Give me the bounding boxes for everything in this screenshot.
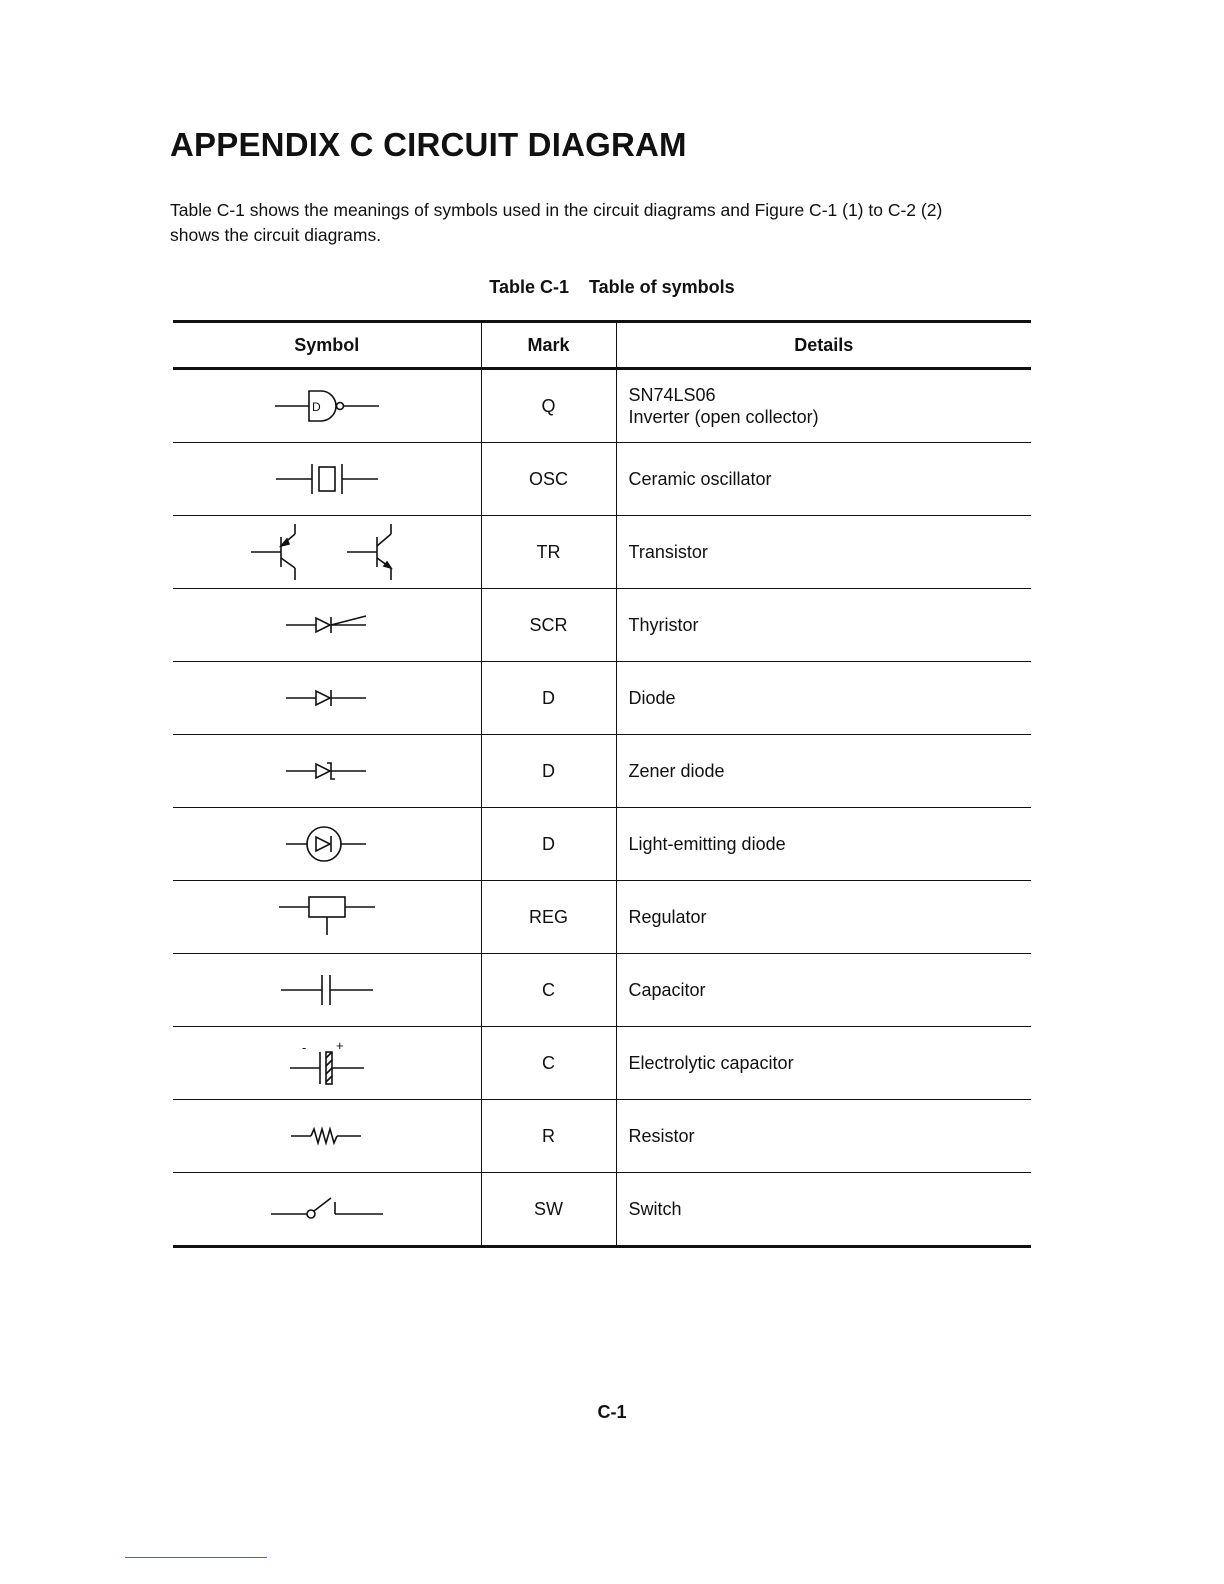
symbols-table [173, 320, 1031, 1248]
table-row [173, 808, 1031, 881]
details-cell [616, 735, 1031, 808]
inverter-gate-icon [267, 384, 387, 428]
details-cell [616, 516, 1031, 589]
footer-rule [125, 1557, 267, 1558]
table-row [173, 589, 1031, 662]
details-line: Diode [628, 688, 676, 708]
capacitor-icon [277, 972, 377, 1008]
details-cell [616, 808, 1031, 881]
table-row [173, 954, 1031, 1027]
header-mark: Mark [481, 322, 616, 369]
polarity-minus-sign: - [301, 1040, 307, 1055]
table-row [173, 1173, 1031, 1247]
details-cell [616, 881, 1031, 954]
table-row [173, 662, 1031, 735]
details-line: Thyristor [628, 615, 699, 635]
details-line: Switch [628, 1199, 682, 1219]
polarity-plus-sign: + [335, 1038, 344, 1053]
details-cell [616, 662, 1031, 735]
mark-cell: D [481, 808, 616, 881]
header-symbol: Symbol [173, 322, 481, 369]
details-line: Zener diode [628, 761, 725, 781]
symbol-cell [173, 1100, 481, 1173]
table-row [173, 443, 1031, 516]
mark-cell: SW [481, 1173, 616, 1247]
diode-icon [282, 683, 372, 713]
table-caption-text: Table of symbols [588, 277, 735, 297]
symbol-cell [173, 808, 481, 881]
mark-cell: TR [481, 516, 616, 589]
mark-cell: D [481, 735, 616, 808]
regulator-icon [275, 895, 379, 939]
led-icon [282, 821, 372, 867]
details-line: Regulator [628, 907, 707, 927]
details-cell [616, 589, 1031, 662]
mark-cell: Q [481, 369, 616, 443]
symbol-cell [173, 662, 481, 735]
symbol-cell [173, 954, 481, 1027]
table-header-row [173, 322, 1031, 369]
intro-paragraph: Table C-1 shows the meanings of symbols used in the circuit diagrams and Figure C-1 (1) to C-2 (2) shows the circuit diagrams. [170, 200, 943, 245]
page-number: C-1 [597, 1402, 627, 1422]
electrolytic-capacitor-icon [282, 1038, 372, 1088]
symbol-cell [173, 369, 481, 443]
table-caption-number: Table C-1 [489, 277, 569, 297]
mark-cell: SCR [481, 589, 616, 662]
switch-icon [267, 1194, 387, 1224]
mark-cell: D [481, 662, 616, 735]
mark-cell: C [481, 954, 616, 1027]
ceramic-oscillator-icon [272, 459, 382, 499]
symbol-cell [173, 589, 481, 662]
details-line: Transistor [628, 542, 708, 562]
mark-cell: R [481, 1100, 616, 1173]
details-cell [616, 369, 1031, 443]
details-cell [616, 1027, 1031, 1100]
zener-diode-icon [282, 756, 372, 786]
symbol-cell [173, 1173, 481, 1247]
symbol-cell [173, 735, 481, 808]
details-line: Electrolytic capacitor [628, 1053, 794, 1073]
table-row [173, 369, 1031, 443]
transistor-icon [247, 522, 407, 582]
details-line: SN74LS06 [628, 385, 716, 405]
resistor-icon [287, 1124, 367, 1148]
mark-cell: C [481, 1027, 616, 1100]
symbol-cell [173, 881, 481, 954]
mark-cell: REG [481, 881, 616, 954]
details-cell [616, 1100, 1031, 1173]
details-line: Capacitor [628, 980, 706, 1000]
details-line: Inverter (open collector) [628, 407, 819, 427]
details-line: Ceramic oscillator [628, 469, 772, 489]
thyristor-icon [282, 610, 372, 640]
mark-cell: OSC [481, 443, 616, 516]
header-details: Details [616, 322, 1031, 369]
details-cell [616, 954, 1031, 1027]
details-cell [616, 443, 1031, 516]
symbol-cell [173, 1027, 481, 1100]
inverter-gate-label: D [311, 400, 321, 414]
table-row [173, 1027, 1031, 1100]
table-caption [0, 277, 1224, 298]
table-row [173, 735, 1031, 808]
page-title: APPENDIX C CIRCUIT DIAGRAM [170, 126, 687, 163]
table-row [173, 516, 1031, 589]
details-cell [616, 1173, 1031, 1247]
symbol-cell [173, 516, 481, 589]
details-line: Light-emitting diode [628, 834, 786, 854]
details-line: Resistor [628, 1126, 695, 1146]
symbol-cell [173, 443, 481, 516]
table-row [173, 1100, 1031, 1173]
table-row [173, 881, 1031, 954]
